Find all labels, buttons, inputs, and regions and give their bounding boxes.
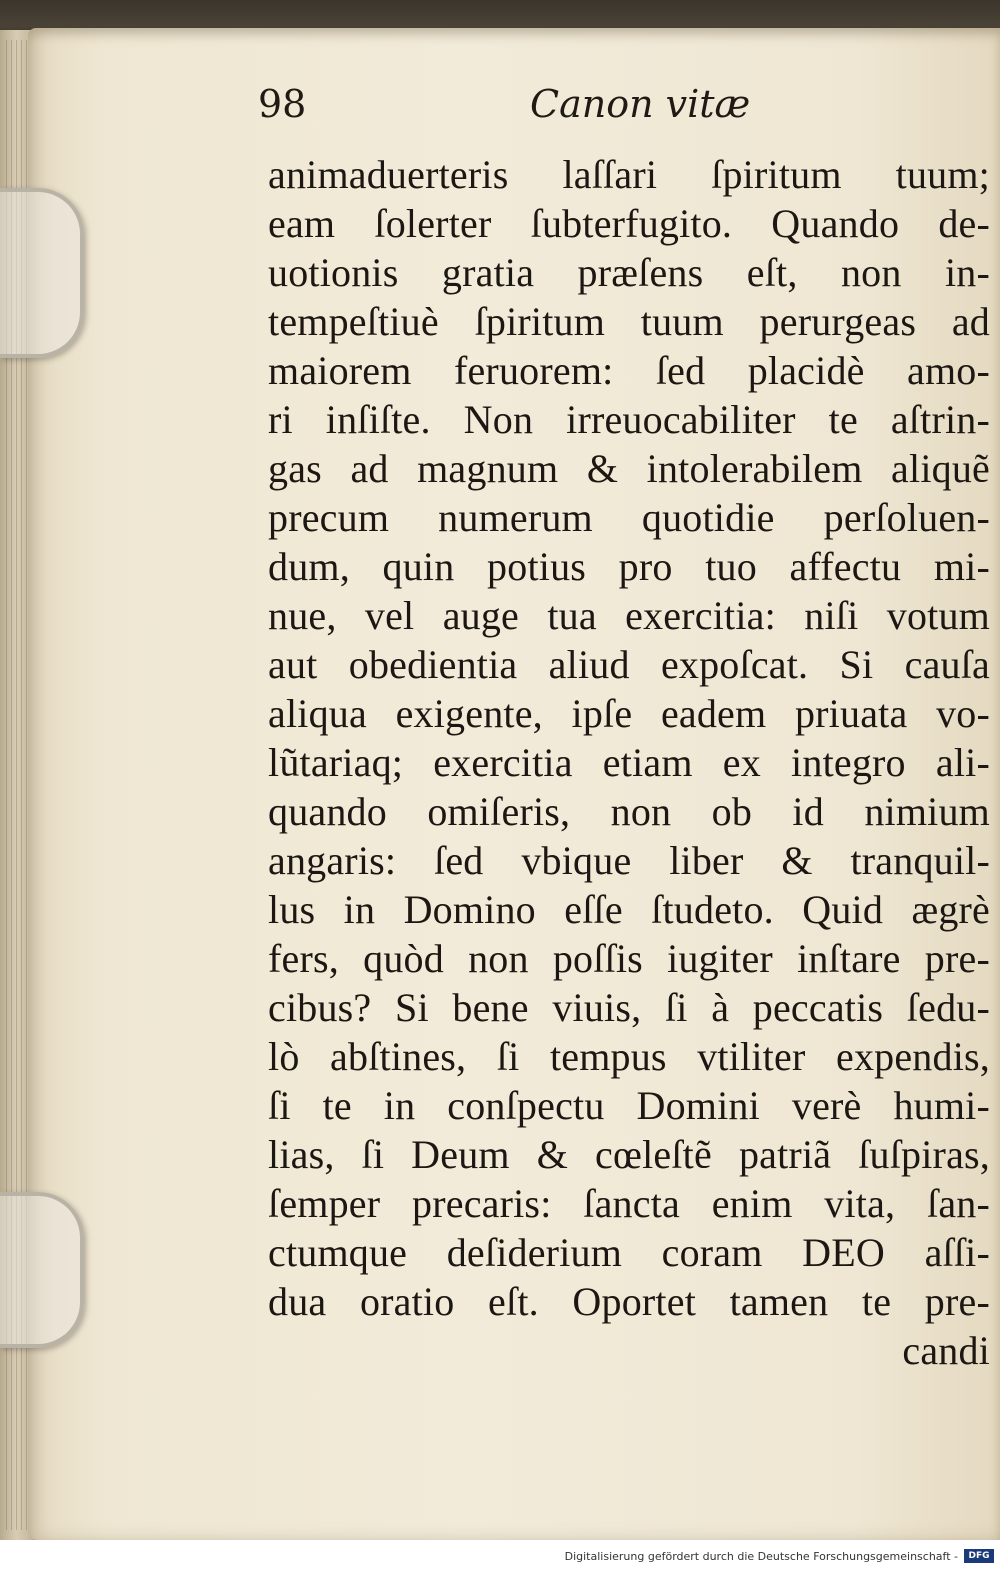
- body-text: [268, 150, 990, 1375]
- text-line: ctumque deſiderium coram DEO aſſi-: [268, 1230, 990, 1275]
- digitization-footer: [0, 1540, 1000, 1572]
- page-clip-top-icon: [0, 188, 84, 358]
- page-clip-bottom-icon: [0, 1192, 84, 1348]
- text-line: ri inſiſte. Non irreuocabiliter te aſtrin-: [268, 397, 990, 442]
- text-line: lò abſtines, ſi tempus vtiliter expendis,: [268, 1034, 990, 1079]
- text-line: eam ſolerter ſubterfugito. Quando de-: [268, 201, 990, 246]
- text-line: dua oratio eſt. Oportet tamen te pre-: [268, 1279, 990, 1324]
- page-number: 98: [258, 82, 307, 126]
- text-line: precum numerum quotidie perſoluen-: [268, 495, 990, 540]
- text-line: fers, quòd non poſſis iugiter inſtare pre-: [268, 936, 990, 981]
- text-line: angaris: ſed vbique liber & tranquil-: [268, 838, 990, 883]
- catchword: candi: [902, 1328, 990, 1373]
- running-head: [258, 82, 818, 132]
- running-head-title: Canon vitæ: [530, 82, 751, 126]
- text-line: tempeſtiuè ſpiritum tuum perurgeas ad: [268, 299, 990, 344]
- text-line: aut obedientia aliud expoſcat. Si cauſa: [268, 642, 990, 687]
- text-line: cibus? Si bene viuis, ſi à peccatis ſedu-: [268, 985, 990, 1030]
- text-line: dum, quin potius pro tuo affectu mi-: [268, 544, 990, 589]
- text-line: lũtariaq; exercitia etiam ex integro ali-: [268, 740, 990, 785]
- dfg-logo-icon: DFG: [964, 1549, 994, 1563]
- text-line: gas ad magnum & intolerabilem aliquẽ: [268, 446, 990, 491]
- text-line: quando omiſeris, non ob id nimium: [268, 789, 990, 834]
- text-line: animaduerteris laſſari ſpiritum tuum;: [268, 152, 990, 197]
- text-line: uotionis gratia præſens eſt, non in-: [268, 250, 990, 295]
- text-line: ſi te in conſpectu Domini verè humi-: [268, 1083, 990, 1128]
- text-line: lus in Domino eſſe ſtudeto. Quid ægrè: [268, 887, 990, 932]
- funding-credit: Digitalisierung gefördert durch die Deutsche Forschungsgemeinschaft -: [564, 1550, 958, 1563]
- text-line: aliqua exigente, ipſe eadem priuata vo-: [268, 691, 990, 736]
- text-line: lias, ſi Deum & cœleſtẽ patriã ſuſpiras,: [268, 1132, 990, 1177]
- text-line: nue, vel auge tua exercitia: niſi votum: [268, 593, 990, 638]
- text-line: ſemper precaris: ſancta enim vita, ſan-: [268, 1181, 990, 1226]
- text-line: maiorem feruorem: ſed placidè amo-: [268, 348, 990, 393]
